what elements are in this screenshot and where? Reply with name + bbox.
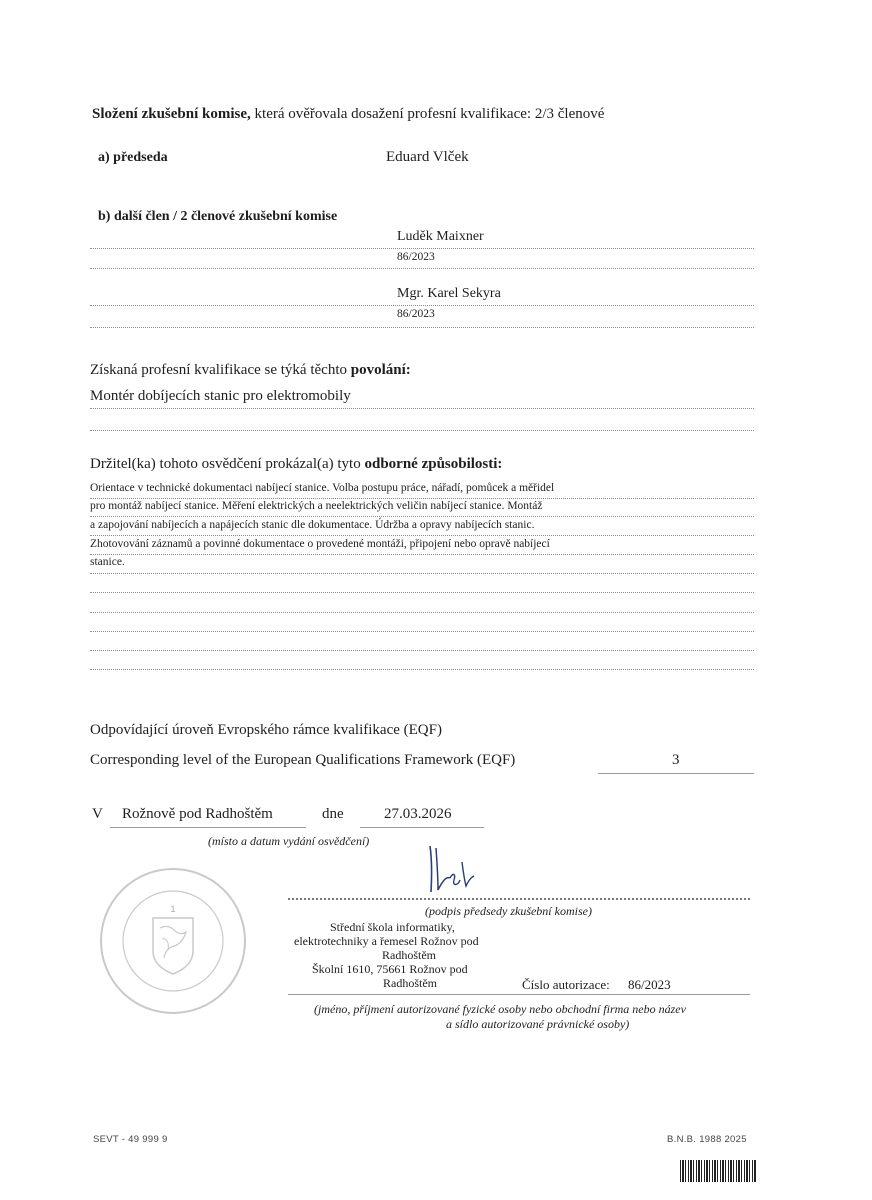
chair-label: a) předseda xyxy=(98,150,168,165)
issuer-caption-2: a sídlo autorizované právnické osoby) xyxy=(446,1017,630,1031)
competence-line-2: pro montáž nabíjecí stanice. Měření elektrických a neelektrických veličin nabíjecí stanice. Montáž xyxy=(90,500,543,512)
competences-intro-text: Držitel(ka) tohoto osvědčení prokázal(a) tyto xyxy=(90,456,365,472)
member-name-2: Mgr. Karel Sekyra xyxy=(397,286,501,301)
issuer-line-1: Střední škola informatiky, xyxy=(330,920,455,934)
chair-name: Eduard Vlček xyxy=(386,149,469,165)
dotted-line xyxy=(90,430,754,431)
eqf-label-cz: Odpovídající úroveň Evropského rámce kvalifikace (EQF) xyxy=(90,722,442,738)
signature-line xyxy=(288,898,750,900)
dotted-line xyxy=(90,669,754,670)
dotted-line xyxy=(90,535,754,536)
dotted-line xyxy=(90,248,754,249)
date-underline xyxy=(360,827,484,828)
issue-date-label: dne xyxy=(322,806,344,822)
dotted-line xyxy=(90,327,754,328)
auth-label: Číslo autorizace: xyxy=(522,977,610,992)
eqf-underline xyxy=(598,773,754,774)
profession-intro-text: Získaná profesní kvalifikace se týká těchto xyxy=(90,362,351,378)
issuer-line-3: Radhoštěm xyxy=(382,948,436,962)
eqf-label-en: Corresponding level of the European Qualifications Framework (EQF) xyxy=(90,752,516,768)
dotted-line xyxy=(90,516,754,517)
dotted-line xyxy=(90,554,754,555)
dotted-line xyxy=(90,268,754,269)
dotted-line xyxy=(90,612,754,613)
member-number-1: 86/2023 xyxy=(397,251,435,263)
auth-number: 86/2023 xyxy=(628,977,671,992)
profession-intro-bold: povolání: xyxy=(350,362,411,378)
footer-left: SEVT - 49 999 9 xyxy=(93,1134,168,1145)
dotted-line xyxy=(90,592,754,593)
competence-line-4: Zhotovování záznamů a povinné dokumentace o provedené montáži, připojení nebo opravě nabíjecí xyxy=(90,538,550,550)
competence-line-1: Orientace v technické dokumentaci nabíjecí stanice. Volba postupu práce, nářadí, pomůcek a měřidel xyxy=(90,482,555,494)
competences-intro-bold: odborné způsobilosti: xyxy=(364,456,503,472)
commission-heading-rest: která ověřovala dosažení profesní kvalifikace: 2/3 členové xyxy=(250,106,605,122)
dotted-line xyxy=(90,498,754,499)
competences-intro xyxy=(90,456,502,473)
commission-heading-bold: Složení zkušební komise, xyxy=(92,106,251,122)
issuer-caption-1: (jméno, příjmení autorizované fyzické osoby nebo obchodní firma nebo název xyxy=(314,1002,686,1016)
barcode xyxy=(680,1160,756,1182)
member-label: b) další člen / 2 členové zkušební komise xyxy=(98,209,338,224)
issue-place: Rožnově pod Radhoštěm xyxy=(122,806,273,822)
school-stamp xyxy=(98,866,248,1016)
competence-line-5: stanice. xyxy=(90,556,125,568)
issue-date: 27.03.2026 xyxy=(384,806,452,822)
commission-heading xyxy=(92,106,604,123)
signature-scribble xyxy=(420,842,480,900)
stamp-number: 1 xyxy=(170,904,176,914)
profession-intro xyxy=(90,362,411,379)
issue-prefix: V xyxy=(92,806,103,822)
place-underline xyxy=(110,827,306,828)
profession-value: Montér dobíjecích stanic pro elektromobily xyxy=(90,388,351,404)
issuer-underline xyxy=(288,994,750,995)
issuer-line-2: elektrotechniky a řemesel Rožnov pod xyxy=(294,934,479,948)
member-number-2: 86/2023 xyxy=(397,308,435,320)
member-name-1: Luděk Maixner xyxy=(397,229,484,244)
dotted-line xyxy=(90,573,754,574)
footer-right: B.N.B. 1988 2025 xyxy=(667,1134,747,1145)
dotted-line xyxy=(90,631,754,632)
competence-line-3: a zapojování nabíjecích a napájecích stanic dle dokumentace. Údržba a opravy nabíjecích stanic. xyxy=(90,519,535,531)
issuer-line-5: Radhoštěm xyxy=(383,976,437,990)
eqf-value: 3 xyxy=(672,752,680,768)
dotted-line xyxy=(90,650,754,651)
issue-caption: (místo a datum vydání osvědčení) xyxy=(208,834,370,848)
dotted-line xyxy=(90,408,754,409)
issuer-line-4: Školní 1610, 75661 Rožnov pod xyxy=(312,962,468,976)
signature-caption: (podpis předsedy zkušební komise) xyxy=(425,904,592,918)
dotted-line xyxy=(90,305,754,306)
